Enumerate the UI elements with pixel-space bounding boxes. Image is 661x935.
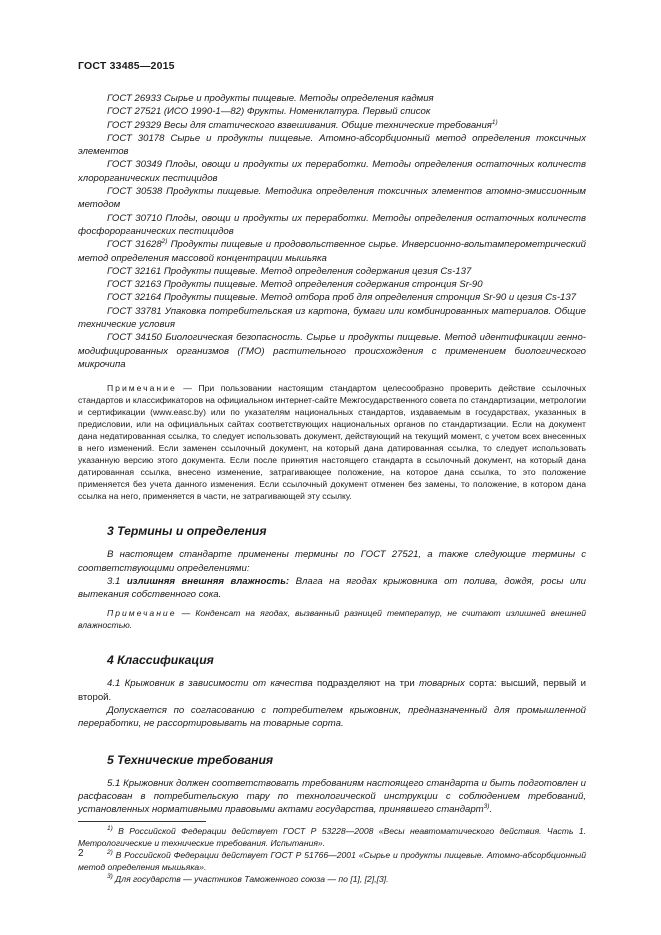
reference-item: ГОСТ 32161 Продукты пищевые. Метод определения содержания цезия Cs-137 xyxy=(107,265,472,277)
term-definition: 3.1 излишняя внешняя влажность: Влага на ягодах крыжовника от полива, дождя, росы или вытекания собственного сока. xyxy=(78,575,586,601)
section-3-heading: 3 Термины и определения xyxy=(107,524,267,539)
reference-item: ГОСТ 30710 Плоды, овощи и продукты их переработки. Методы определения остаточных количеств фосфорорганических пестицидов xyxy=(78,212,586,237)
reference-item: ГОСТ 30349 Плоды, овощи и продукты их переработки. Методы определения остаточных количеств хлорорганических пестицидов xyxy=(78,159,586,184)
page-number: 2 xyxy=(78,848,84,859)
reference-item: ГОСТ 32163 Продукты пищевые. Метод определения содержания стронция Sr-90 xyxy=(107,279,483,291)
page-header-title: ГОСТ 33485—2015 xyxy=(78,60,175,72)
references-note: Примечание — При пользовании настоящим стандартом целесообразно проверить действие ссылочных стандартов и классификаторов на официальном интернет-сайте Межгосударственного совета по стандартизации, метрологии и сертификации (www.easc.by) или по указателям национальных стандартов, издаваемым в государствах, указанных в предисловии, или на официальных сайтах соответствующих национальных органов по стандартизации. Если на документ дана недатированная ссылка, то следует использовать документ, действующий на текущий момент, с учетом всех внесенных в него изменений. Если заменен ссылочный документ, на который дана датированная ссылка, то следует использовать указанную версию этого документа. Если после принятия настоящего стандарта в ссылочный документ, на который дана датированная ссылка, внесено изменение, затрагивающее положение, на которое дана ссылка, то это положение применяется без учета данного изменения. Если ссылочный документ отменен без замены, то положение, в котором дана ссылка на него, применяется в части, не затрагивающей эту ссылку. xyxy=(78,383,586,502)
section-4-p1: 4.1 Крыжовник в зависимости от качества подразделяют на три товарных сорта: высший, первый и второй. xyxy=(78,678,586,703)
reference-item: ГОСТ 26933 Сырье и продукты пищевые. Методы определения кадмия xyxy=(107,93,434,104)
footnote-ref: 2) xyxy=(161,238,168,246)
reference-item: ГОСТ 27521 (ИСО 1990-1—82) Фрукты. Номенклатура. Первый список xyxy=(107,106,431,118)
reference-item: ГОСТ 30538 Продукты пищевые. Методика определения токсичных элементов атомно-эмиссионным методом xyxy=(78,186,586,211)
reference-item: ГОСТ 34150 Биологическая безопасность. Сырье и продукты пищевые. Метод идентификации генно-модифицированных организмов (ГМО) растительного происхождения с применением биологического микрочипа xyxy=(78,332,586,370)
reference-item: ГОСТ 31628$^{2)}$ Продукты пищевые и продовольственное сырье. Инверсионно-вольтамперометрический метод определения массовой концентрации мышьяка xyxy=(78,238,586,264)
page-content xyxy=(78,92,586,885)
section-5-heading: 5 Технические требования xyxy=(107,752,274,767)
footnote: $^{1)}$ В Российской Федерации действует ГОСТ Р 53228—2008 «Весы неавтоматического действия. Часть 1. Метрологические и технические требования. Испытания». xyxy=(78,824,586,848)
reference-item: ГОСТ 30178 Сырье и продукты пищевые. Атомно-абсорбционный метод определения токсичных элементов xyxy=(78,132,586,158)
footnote-ref: 1) xyxy=(491,118,498,126)
footnote-ref: 3) xyxy=(483,803,490,811)
note-label: Примечание xyxy=(107,608,177,619)
footnote: $^{2)}$ В Российской Федерации действует ГОСТ Р 51766—2001 «Сырье и продукты пищевые. Атомно-абсорбционный метод определения мышьяка». xyxy=(78,848,586,872)
reference-item: ГОСТ 29329 Весы для статического взвешивания. Общие технические требования$^{1)}$ xyxy=(107,118,498,131)
section-4-p2: Допускается по согласованию с потребителем крыжовник, предназначенный для промышленной переработки, не рассортировывать на товарные сорта. xyxy=(78,705,586,730)
section-4-heading: 4 Классификация xyxy=(107,653,214,668)
section-3-intro: В настоящем стандарте применены термины по ГОСТ 27521, а также следующие термины с соответствующими определениями: xyxy=(78,549,586,574)
note-label: Примечание xyxy=(107,383,177,394)
reference-item: ГОСТ 33781 Упаковка потребительская из картона, бумаги или комбинированных материалов. Общие технические условия xyxy=(78,305,586,331)
section-5-p1: 5.1 Крыжовник должен соответствовать требованиям настоящего стандарта и быть подготовлен и расфасован в потребительскую тару по технологической инструкции с соблюдением требований, установленных нормативными правовыми актами государства, принявшего стандарт$^{3)}$. xyxy=(78,777,586,816)
term-name: излишняя внешняя влажность: xyxy=(126,575,290,587)
term-note: Примечание — Конденсат на ягодах, вызванный разницей температур, не считают излишней внешней влажностью. xyxy=(78,608,586,631)
reference-item: ГОСТ 32164 Продукты пищевые. Метод отбора проб для определения стронция Sr-90 и цезия Cs-137 xyxy=(107,292,577,304)
references-list xyxy=(78,92,586,371)
footnote: $^{3)}$ Для государств — участников Таможенного союза — по [1], [2],[3]. xyxy=(107,872,389,884)
footnote-divider xyxy=(78,821,206,822)
